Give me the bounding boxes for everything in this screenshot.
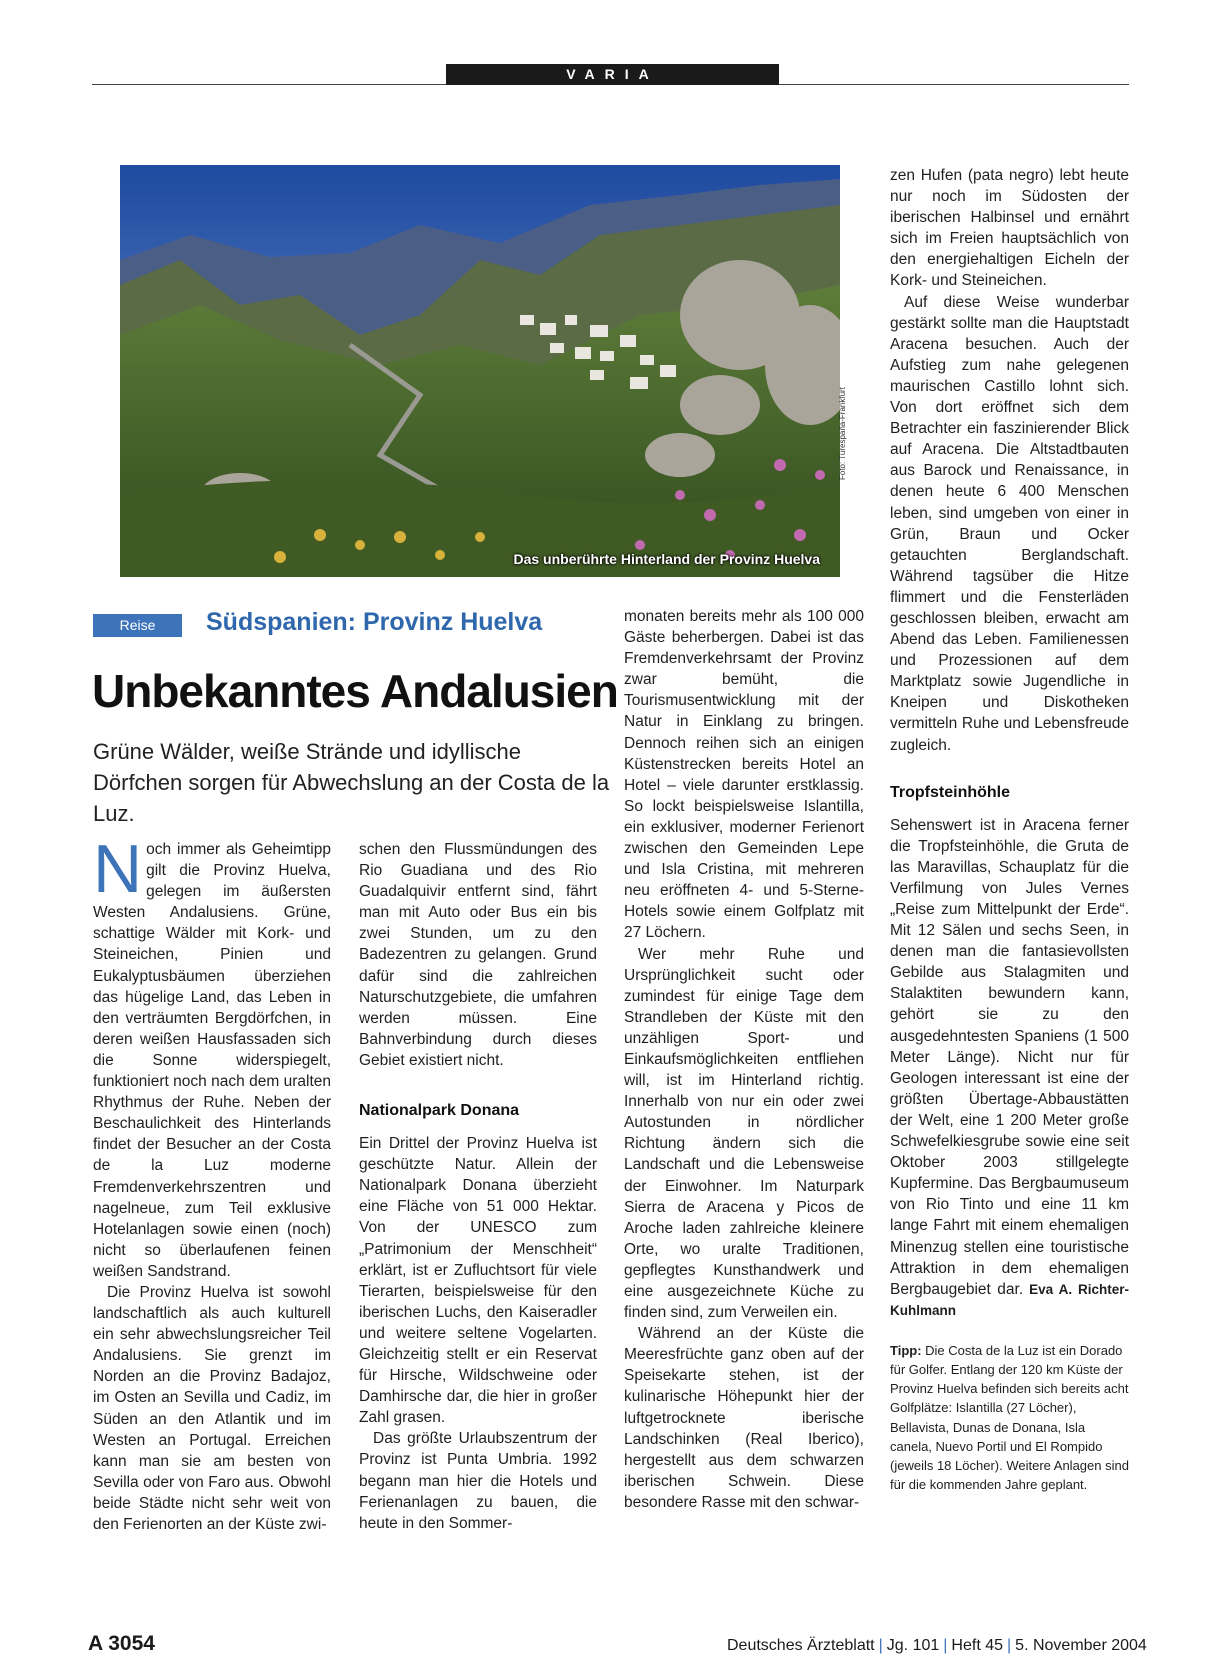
body-column-4 xyxy=(890,165,1129,1495)
body-paragraph: Ein Drittel der Provinz Huelva ist geschützte Natur. Allein der Nationalpark Donana überzieht eine Fläche von 51 000 Hektar. Von der UNESCO zum „Patrimonium der Menschheit“ erklärt, ist er Zufluchtsort für viele Tierarten, beispielsweise für den iberischen Luchs, den Kaiseradler und weitere seltene Vogelarten. Gleichzeitig stellt er ein Reservat für Hirsche, Wildschweine oder Damhirsche dar, die hier in großer Zahl grasen. xyxy=(359,1135,597,1427)
article-title: Unbekanntes Andalusien xyxy=(92,665,618,717)
page-number: A 3054 xyxy=(88,1632,155,1655)
journal-issue: Heft 45 xyxy=(951,1637,1004,1654)
body-paragraph: Wer mehr Ruhe und Ursprünglichkeit sucht oder zumindest für einige Tage dem Strandleben der Küste mit den unzähligen Sport- und Einkaufsmöglichkeiten entfliehen will, ist im Hinterland richtig. Innerhalb von nur ein oder zwei Autostunden in nördlicher Richtung ändern sich die Landschaft und die Lebensweise der Einwohner. Im Naturpark Sierra de Aracena y Picos de Aroche laden zahlreiche kleinere Orte, wo uralte Traditionen, gepflegtes Kunsthandwerk und eine ausgezeichnete Küche zu finden sind, zum Verweilen ein. xyxy=(624,945,864,1322)
author-byline: Eva A. Richter-Kuhlmann xyxy=(890,1281,1129,1318)
subheading-nationalpark: Nationalpark Donana xyxy=(359,1102,520,1120)
body-column-2 xyxy=(359,839,597,1534)
body-paragraph: Sehenswert ist in Aracena ferner die Tropfsteinhöhle, die Gruta de las Maravillas, Schauplatz für die Verfilmung von Jules Vernes „Reise zum Mittelpunkt der Erde“. Mit 12 Sälen und sechs Seen, in denen man die fantasievollsten Gebilde aus Stalagmiten und Stalaktiten bewundern kann, gehört sie zu den ausgedehntesten Spaniens (1 500 Meter Länge). Nicht nur für Geologen interessant ist eine der größten Übertage-Abbaustätten der Welt, eine 1 200 Meter große Schwefelkiesgrube sowie eine seit Oktober 2003 stillgelegte Kupfermine. Das Bergbaumuseum von Rio Tinto und eine 11 km lange Fahrt mit einem ehemaligen Minenzug stellen eine touristische Attraktion in dem ehemaligen Bergbaugebiet dar. Eva A. Richter-Kuhlmann xyxy=(890,816,1129,1318)
body-paragraph: monaten bereits mehr als 100 000 Gäste beherbergen. Dabei ist das Fremdenverkehrsamt der Provinz zwar bemüht, die Tourismusentwicklung mit der Natur in Einklang zu bringen. Dennoch reihen sich an einigen Küstenstrecken bereits Hotel an Hotel – viele darunter erstklassig. So lockt beispielsweise Islantilla, ein exklusiver, moderner Ferienort zwischen den Gemeinden Lepe und Isla Cristina, mit mehreren neu eröffneten 4- und 5-Sterne-Hotels sowie einem Golfplatz mit 27 Löchern. xyxy=(624,608,864,942)
body-paragraph: Während an der Küste die Meeresfrüchte ganz oben auf der Speisekarte stehen, ist der kulinarische Höhepunkt hier der luftgetrocknete iberische Landschinken (Real Iberico), hergestellt aus dem schwarzen iberischen Schwein. Diese besondere Rasse mit den schwar- xyxy=(624,1325,864,1511)
body-paragraph: Noch immer als Geheimtipp gilt die Provinz Huelva, gelegen im äußersten Westen Andalusiens. Grüne, schattige Wälder mit Kork- und Steineichen, Pinien und Eukalyptusbäumen überziehen das hügelige Land, das Leben in den verträumten Bergdörfchen, in deren weißen Hausfassaden sich die Sonne widerspiegelt, funktioniert noch nach dem uralten Rhythmus der Ruhe. Neben der Beschaulichkeit des Hinterlands findet der Besucher an der Costa de la Luz moderne Fremdenverkehrszentren und nagelneue, zum Teil exklusive Hotelanlagen sowie einen (noch) nicht so überlaufenen feinen weißen Sandstrand. xyxy=(93,831,331,1280)
journal-date: 5. November 2004 xyxy=(1015,1637,1147,1654)
photo-credit: Foto: Turespaña-Frankfurt xyxy=(838,387,847,480)
body-paragraph: Das größte Urlaubszentrum der Provinz ist Punta Umbria. 1992 begann man hier die Hotels und Ferienanlagen zu bauen, die heute in den Sommer- xyxy=(359,1430,597,1532)
dropcap: N xyxy=(93,831,143,907)
landscape-photo xyxy=(120,165,840,577)
kicker-headline: Südspanien: Provinz Huelva xyxy=(206,608,543,636)
tip-text: Die Costa de la Luz ist ein Dorado für Golfer. Entlang der 120 km Küste der Provinz Huelva befinden sich bereits acht Golfplätze: Islantilla (27 Löcher), Bellavista, Dunas de Donana, Isla canela, Nuevo Portil und El Rompido (jeweils 18 Löcher). Weitere Anlagen sind für die kommenden Jahre geplant. xyxy=(890,1342,1129,1493)
article-lead: Grüne Wälder, weiße Strände und idyllische Dörfchen sorgen für Abwechslung an der Costa de la Luz. xyxy=(93,739,610,826)
body-paragraph: Auf diese Weise wunderbar gestärkt sollte man die Hauptstadt Aracena besuchen. Auch der Aufstieg zum nahe gelegenen maurischen Castillo lohnt sich. Von dort eröffnet sich dem Betrachter ein faszinierender Blick auf Aracena. Die Altstadtbauten aus Barock und Renaissance, in denen heute 6 400 Menschen leben, sind umgeben von einer in Grün, Braun und Ocker getauchten Berglandschaft. Während tagsüber die Hitze flimmert und die Fensterläden geschlossen bleiben, erwacht am Abend das Leben. Familienessen und Prozessionen auf dem Marktplatz sowie Jugendliche in Kneipen und Diskotheken vermitteln Ruhe und Lebensfreude zugleich. xyxy=(890,293,1129,754)
journal-name: Deutsches Ärzteblatt xyxy=(727,1637,875,1654)
body-paragraph: zen Hufen (pata negro) lebt heute nur noch im Südosten der iberischen Halbinsel und ernährt sich im Freien hauptsächlich von den energiehaltigen Eicheln der Kork- und Steineichen. xyxy=(890,167,1129,290)
tip-box xyxy=(890,1341,1129,1495)
photo-caption: Das unberührte Hinterland der Provinz Huelva xyxy=(513,551,820,567)
journal-volume: Jg. 101 xyxy=(886,1637,940,1654)
body-column-3 xyxy=(624,606,864,1513)
section-label: VARIA xyxy=(446,64,779,85)
category-tag: Reise xyxy=(93,614,182,637)
body-paragraph: Die Provinz Huelva ist sowohl landschaftlich als auch kulturell ein sehr abwechslungsreicher Teil Andalusiens. Sie grenzt im Norden an die Provinz Badajoz, im Osten an Sevilla und Cadiz, im Süden an den Atlantik und im Westen an Portugal. Erreichen kann man sie am besten von Sevilla oder von Faro aus. Obwohl beide Städte nicht sehr weit von den Ferienorten an der Küste zwi- xyxy=(93,1283,331,1533)
subheading-tropfsteinhoehle: Tropfsteinhöhle xyxy=(890,783,1010,801)
tip-label: Tipp: xyxy=(890,1342,922,1358)
journal-footer: Deutsches Ärzteblatt | Jg. 101 | Heft 45 | 5. November 2004 xyxy=(727,1637,1147,1654)
body-paragraph: schen den Flussmündungen des Rio Guadiana und des Rio Guadalquivir entfernt sind, fährt man mit Auto oder Bus ein bis zwei Stunden, um zu den Badezentren zu gelangen. Grund dafür sind die zahlreichen Naturschutzgebiete, die umfahren werden müssen. Eine Bahnverbindung durch dieses Gebiet existiert nicht. xyxy=(359,841,597,1069)
body-column-1 xyxy=(93,831,331,1535)
